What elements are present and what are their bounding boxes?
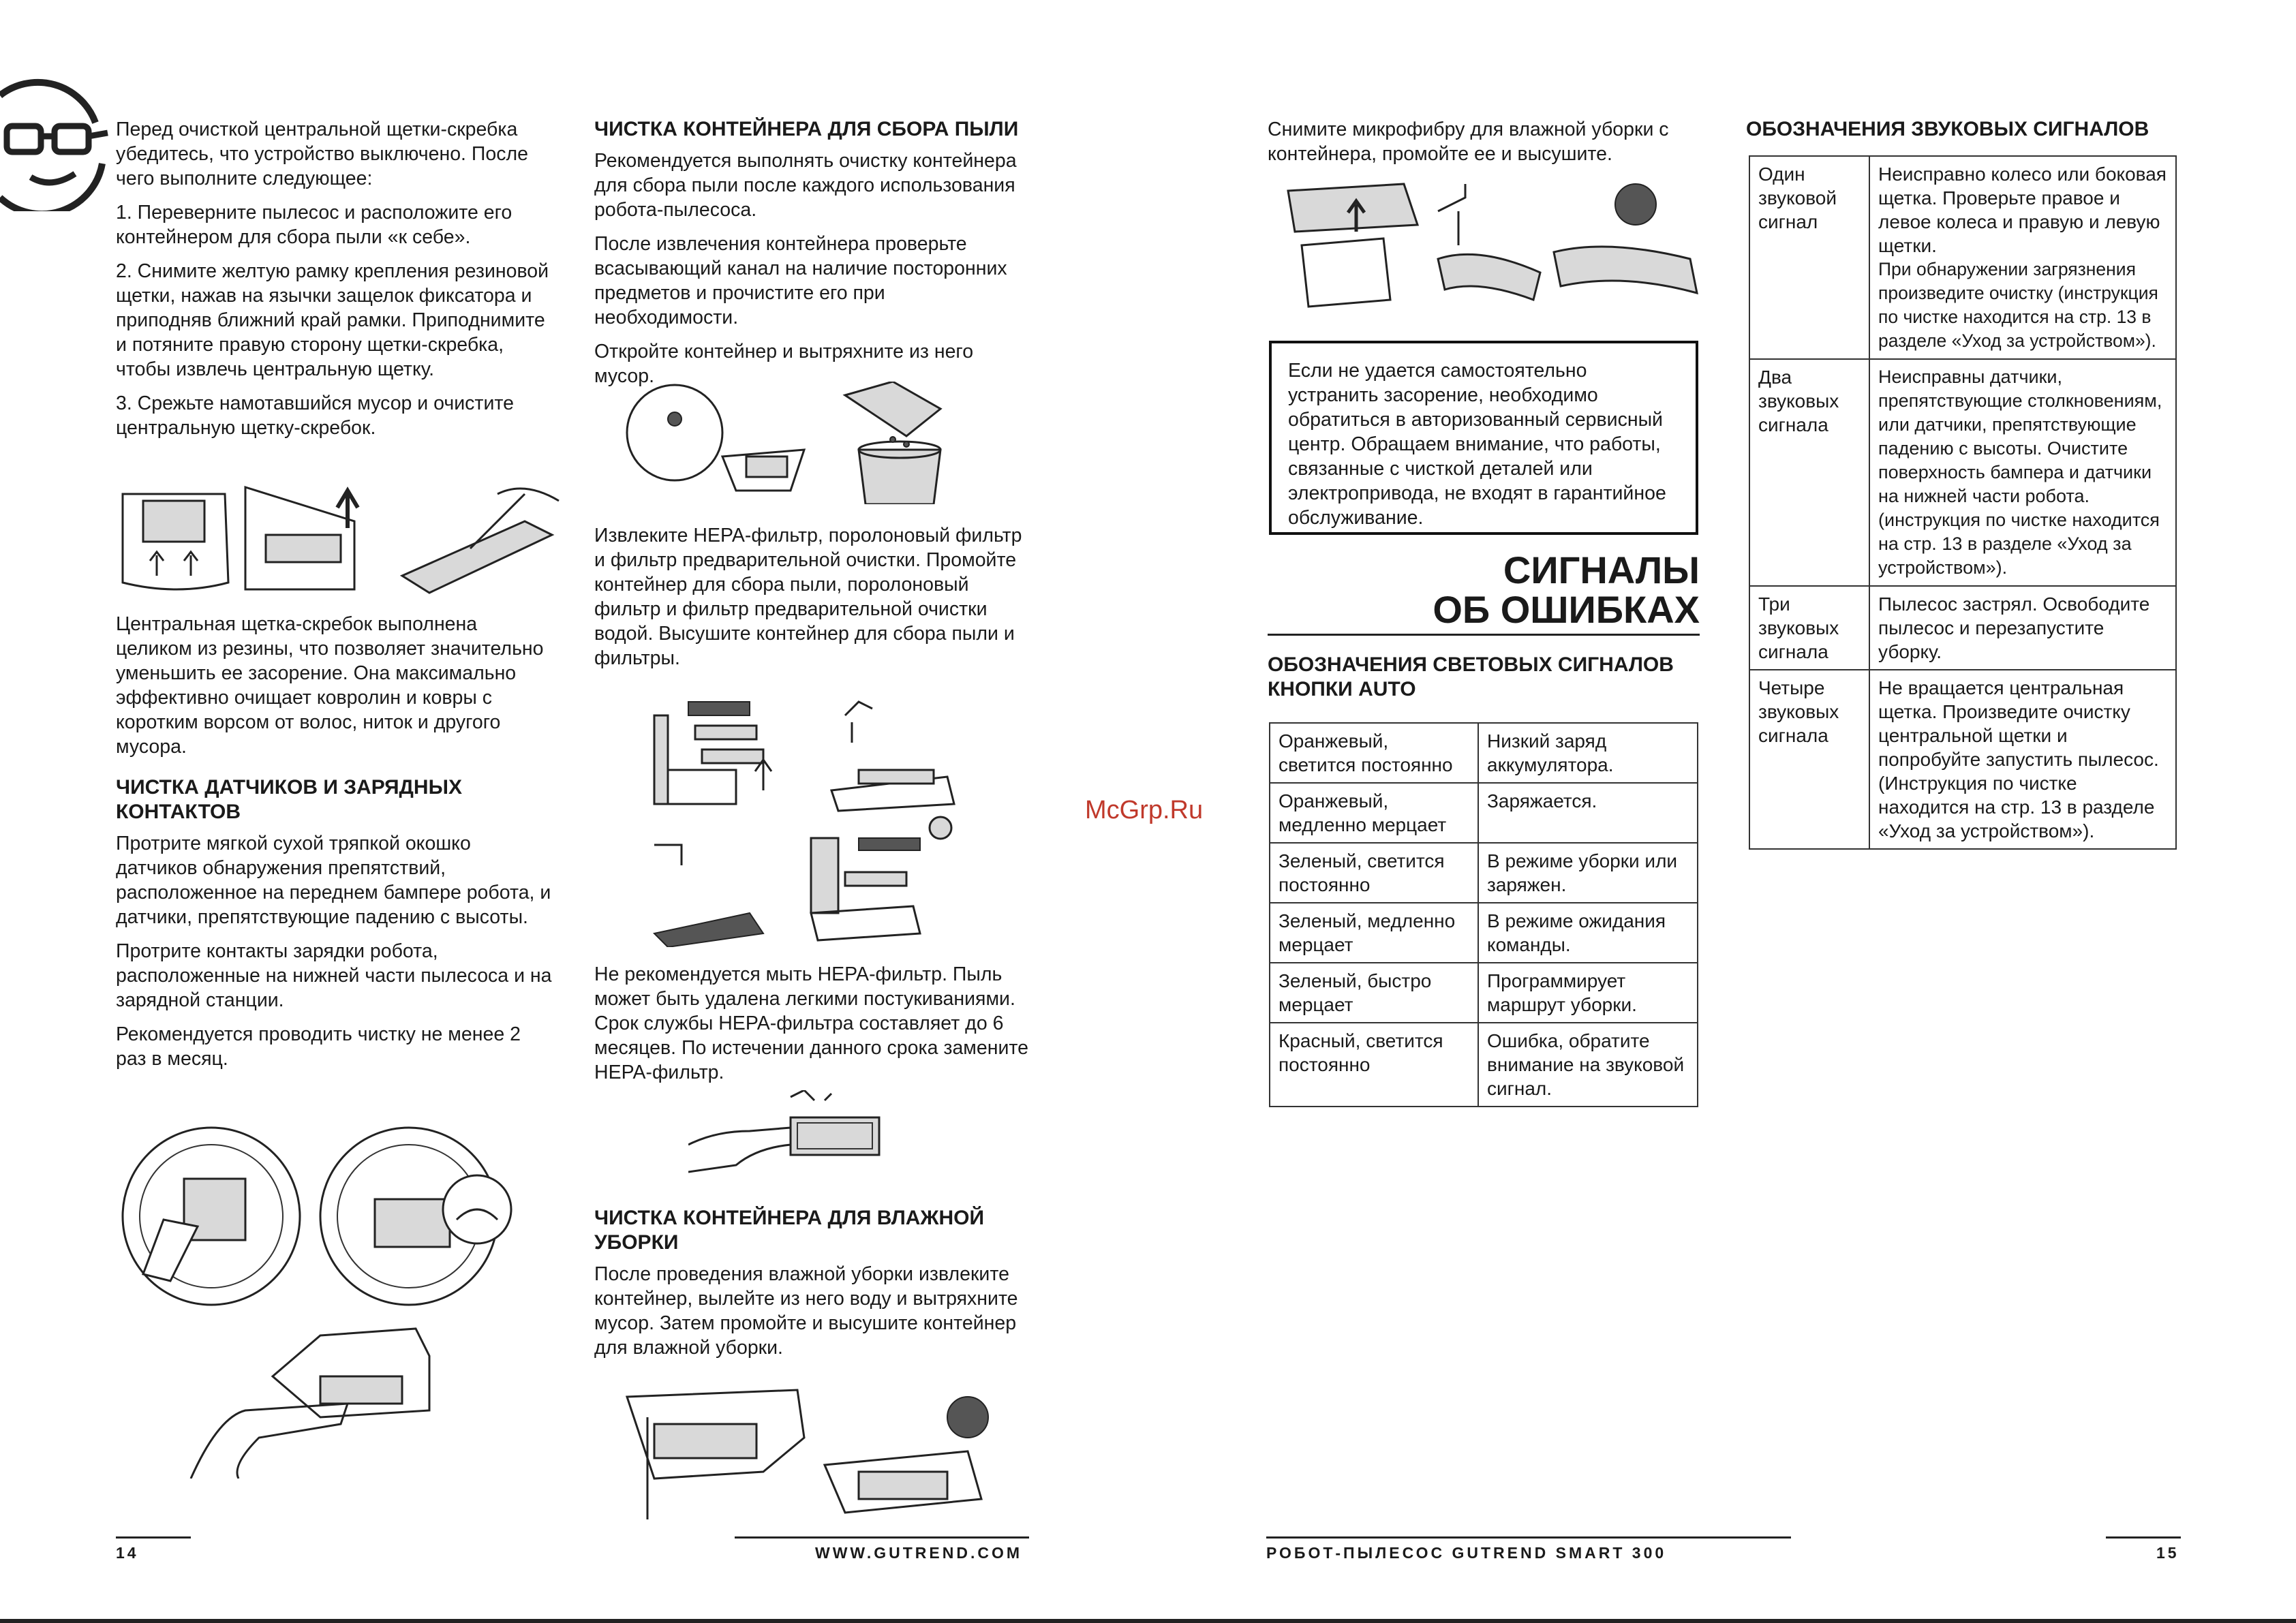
paragraph: Протрите мягкой сухой тряпкой окошко датчиков обнаружения препятствий, расположенное на переднем бампере робота, и датчики, препятствующие падению с высоты. bbox=[116, 833, 551, 928]
meaning-text: Неисправно колесо или боковая щетка. Проверьте правое и левое колеса и правую и левую щетки. bbox=[1878, 164, 2167, 256]
paragraph: Не рекомендуется мыть HEPA-фильтр. Пыль может быть удалена легкими постукиваниями. Срок службы HEPA-фильтра составляет до 6 месяцев. По истечении данного срока замените HEPA-фильтр. bbox=[594, 963, 1028, 1083]
meaning-cell: Ошибка, обратите внимание на звуковой сигнал. bbox=[1478, 1023, 1698, 1107]
paragraph: Извлеките HEPA-фильтр, поролоновый фильтр и фильтр предварительной очистки. Промойте контейнер для сбора пыли, поролоновый фильтр и фильтр предварительной очистки водой. Высушите контейнер для сбора пыли и фильтры. bbox=[594, 525, 1022, 669]
table-row bbox=[1270, 723, 1698, 783]
dust-bin-empty-figure bbox=[620, 382, 981, 504]
meaning-cell bbox=[1869, 156, 2176, 359]
meaning-cell: Заряжается. bbox=[1478, 783, 1698, 843]
title-line-1: СИГНАЛЫ bbox=[1503, 548, 1700, 591]
section-heading: ОБОЗНАЧЕНИЯ ЗВУКОВЫХ СИГНАЛОВ bbox=[1746, 118, 2149, 140]
paragraph: Откройте контейнер и вытряхните из него мусор. bbox=[594, 341, 974, 387]
table-row bbox=[1749, 586, 2176, 670]
signal-cell: Оранжевый, светится постоянно bbox=[1270, 723, 1478, 783]
footer-rule-right bbox=[2106, 1536, 2181, 1539]
footer-rule-left bbox=[116, 1536, 191, 1539]
table-row bbox=[1270, 783, 1698, 843]
microfiber-wash-figure bbox=[1281, 170, 1704, 320]
sound-signals-table bbox=[1749, 155, 2177, 850]
signal-cell: Три звуковых сигнала bbox=[1749, 586, 1869, 670]
table-row bbox=[1270, 1023, 1698, 1107]
column-1-lower bbox=[116, 612, 552, 1081]
column-2-mid bbox=[594, 523, 1030, 680]
table-row bbox=[1749, 156, 2176, 359]
signal-cell: Красный, светится постоянно bbox=[1270, 1023, 1478, 1107]
bottom-edge bbox=[0, 1619, 2296, 1623]
paragraph: После извлечения контейнера проверьте всасывающий канал на наличие посторонних предметов и прочистите его при необходимости. bbox=[594, 233, 1007, 328]
signal-cell: Оранжевый, медленно мерцает bbox=[1270, 783, 1478, 843]
central-brush-figure bbox=[116, 480, 566, 596]
table-row bbox=[1270, 843, 1698, 903]
step-2: 2. Снимите желтую рамку крепления резиновой щетки, нажав на язычки защелок фиксатора и приподняв ближний край рамки. Приподнимите и потяните правую сторону щетки-скребка, чтобы извлечь центральную щетку. bbox=[116, 260, 549, 380]
product-name: РОБОТ-ПЫЛЕСОС GUTREND SMART 300 bbox=[1266, 1544, 1667, 1562]
table-row bbox=[1749, 670, 2176, 849]
title-line-2: ОБ ОШИБКАХ bbox=[1433, 588, 1700, 631]
meaning-extra: При обнаружении загрязнения произведите очистку (инструкция по чистке находится на стр. 13 в разделе «Уход за устройством»). bbox=[1878, 259, 2158, 351]
page-number-right: 15 bbox=[2156, 1544, 2179, 1562]
glasses-face-logo bbox=[0, 75, 109, 211]
paragraph: Рекомендуется проводить чистку не менее 2 раз в месяц. bbox=[116, 1023, 521, 1070]
table-row bbox=[1270, 963, 1698, 1023]
signal-cell: Зеленый, быстро мерцает bbox=[1270, 963, 1478, 1023]
section-heading: ЧИСТКА КОНТЕЙНЕРА ДЛЯ ВЛАЖНОЙ УБОРКИ bbox=[594, 1207, 985, 1254]
filter-wash-figure bbox=[641, 688, 975, 947]
signal-cell: Зеленый, светится постоянно bbox=[1270, 843, 1478, 903]
sensor-cleaning-figure bbox=[116, 1124, 525, 1479]
signal-cell: Четыре звуковых сигнала bbox=[1749, 670, 1869, 849]
meaning-cell: В режиме уборки или заряжен. bbox=[1478, 843, 1698, 903]
service-notice bbox=[1269, 341, 1698, 535]
signal-cell: Два звуковых сигнала bbox=[1749, 359, 1869, 586]
table-row bbox=[1270, 903, 1698, 963]
table-row bbox=[1749, 359, 2176, 586]
meaning-cell: Неисправны датчики, препятствующие столкновениям, или датчики, препятствующие падению с высоты. Очистите поверхность бампера и датчики на нижней части робота. (инструкция по чистке находится на стр. 13 в разделе «Уход за устройством»). bbox=[1869, 359, 2176, 586]
watermark: McGrp.Ru bbox=[1085, 796, 1204, 824]
paragraph: Рекомендуется выполнять очистку контейнера для сбора пыли после каждого использования робота-пылесоса. bbox=[594, 150, 1017, 221]
website-link[interactable]: WWW.GUTREND.COM bbox=[815, 1544, 1023, 1562]
paragraph: Снимите микрофибру для влажной уборки с контейнера, промойте ее и высушите. bbox=[1268, 119, 1669, 165]
signal-cell: Зеленый, медленно мерцает bbox=[1270, 903, 1478, 963]
column-2-lower bbox=[594, 962, 1030, 1094]
column-2 bbox=[594, 117, 1030, 398]
page-number-left: 14 bbox=[116, 1544, 139, 1562]
paragraph: После проведения влажной уборки извлеките контейнер, вылейте из него воду и вытряхните мусор. Затем промойте и высушите контейнер для влажной уборки. bbox=[594, 1263, 1018, 1359]
meaning-cell: Не вращается центральная щетка. Произведите очистку центральной щетки и попробуйте запустить пылесос. (Инструкция по чистке находится на стр. 13 в разделе «Уход за устройством»). bbox=[1869, 670, 2176, 849]
paragraph: Центральная щетка-скребок выполнена целиком из резины, что позволяет значительно уменьшить ее засорение. Она максимально эффективно очищает ковролин и ковры с коротким ворсом от волос, ниток и другого мусора. bbox=[116, 613, 544, 758]
meaning-cell: Низкий заряд аккумулятора. bbox=[1478, 723, 1698, 783]
step-3: 3. Срежьте намотавшийся мусор и очистите центральную щетку-скребок. bbox=[116, 392, 514, 439]
meaning-cell: В режиме ожидания команды. bbox=[1478, 903, 1698, 963]
column-3 bbox=[1268, 117, 1704, 176]
section-heading: ЧИСТКА ДАТЧИКОВ И ЗАРЯДНЫХ КОНТАКТОВ bbox=[116, 776, 462, 823]
wet-tank-figure bbox=[613, 1376, 995, 1519]
page-title bbox=[1268, 548, 1700, 631]
paragraph: Протрите контакты зарядки робота, расположенные на нижней части пылесоса и на зарядной станции. bbox=[116, 940, 552, 1011]
notice-text: Если не удается самостоятельно устранить засорение, необходимо обратиться в авторизованный сервисный центр. Обращаем внимание, что работы, связанные с чисткой деталей или электропривода, не входят в гарантийное обслуживание. bbox=[1288, 360, 1666, 529]
hepa-tap-figure bbox=[688, 1090, 893, 1179]
signal-cell: Один звуковой сигнал bbox=[1749, 156, 1869, 359]
column-2-bottom bbox=[594, 1206, 1030, 1370]
paragraph: Перед очисткой центральной щетки-скребка убедитесь, что устройство выключено. После чего выполните следующее: bbox=[116, 119, 528, 189]
footer-rule-product bbox=[1266, 1536, 1791, 1539]
footer-rule-site bbox=[735, 1536, 1029, 1539]
meaning-cell: Программирует маршрут уборки. bbox=[1478, 963, 1698, 1023]
step-1: 1. Переверните пылесос и расположите его контейнером для сбора пыли «к себе». bbox=[116, 202, 512, 248]
section-heading: ОБОЗНАЧЕНИЯ СВЕТОВЫХ СИГНАЛОВ КНОПКИ AUTO bbox=[1268, 653, 1674, 700]
column-1 bbox=[116, 117, 552, 450]
title-divider bbox=[1268, 634, 1700, 636]
section-heading: ЧИСТКА КОНТЕЙНЕРА ДЛЯ СБОРА ПЫЛИ bbox=[594, 118, 1019, 140]
light-signals-table bbox=[1269, 722, 1698, 1107]
meaning-cell: Пылесос застрял. Освободите пылесос и перезапустите уборку. bbox=[1869, 586, 2176, 670]
